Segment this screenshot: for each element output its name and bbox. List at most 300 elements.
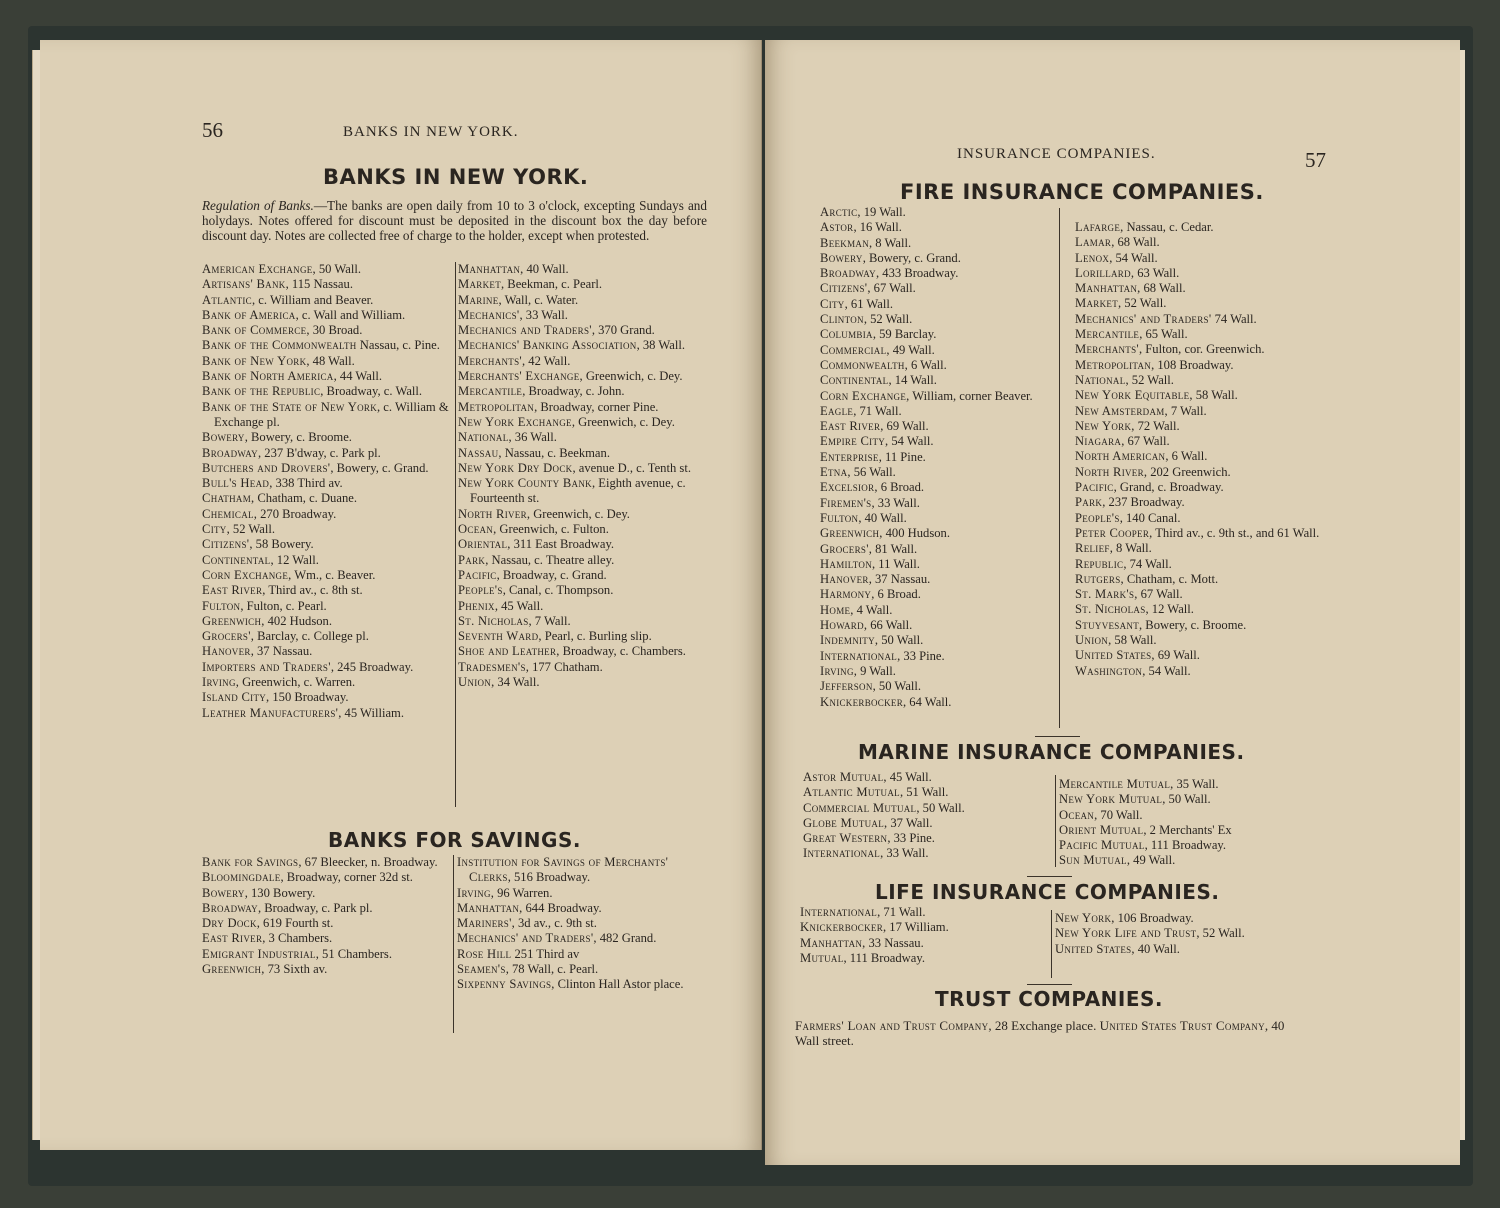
entry-address: , 3d av., c. 9th st. bbox=[511, 916, 597, 931]
entry-address: , Broadway, c. John. bbox=[522, 384, 625, 399]
entry-address: , 70 Wall. bbox=[1094, 807, 1143, 822]
entry-address: , 50 Wall. bbox=[872, 679, 922, 694]
entry-name: Broadway bbox=[820, 266, 876, 281]
list-entry bbox=[1075, 235, 1325, 250]
entry-name: Bowery bbox=[820, 250, 863, 265]
entry-address: , 59 Barclay. bbox=[872, 327, 937, 342]
entry-name: Chemical bbox=[202, 506, 254, 521]
entry-name: Seventh Ward bbox=[458, 629, 539, 644]
list-entry bbox=[457, 947, 705, 962]
entry-address: , 61 Wall. bbox=[844, 296, 894, 311]
entry-address: , Bowery, c. Grand. bbox=[330, 460, 429, 475]
entry-name: New York Dry Dock bbox=[458, 460, 573, 475]
marine-list-col2 bbox=[1059, 777, 1309, 869]
section-title-trust: TRUST COMPANIES. bbox=[935, 987, 1164, 1011]
entry-name: Bank of America bbox=[202, 307, 296, 322]
entry-name: Enterprise bbox=[820, 449, 879, 464]
list-entry bbox=[1075, 358, 1325, 373]
list-entry bbox=[820, 281, 1060, 296]
entry-name: Metropolitan bbox=[458, 399, 535, 414]
list-entry bbox=[458, 461, 706, 476]
list-entry bbox=[202, 384, 452, 399]
entry-name: Greenwich bbox=[202, 962, 262, 977]
list-entry bbox=[803, 846, 1053, 861]
list-entry bbox=[1059, 808, 1309, 823]
entry-address: , 44 Wall. bbox=[333, 369, 383, 384]
entry-name: People's bbox=[458, 583, 503, 598]
list-entry bbox=[1055, 942, 1310, 957]
list-entry bbox=[803, 770, 1053, 785]
entry-name: Nassau bbox=[458, 445, 499, 460]
entry-address: , 34 Wall. bbox=[491, 675, 540, 690]
list-entry bbox=[458, 614, 706, 629]
list-entry bbox=[1055, 926, 1310, 941]
list-entry bbox=[1075, 664, 1325, 679]
page-number: 56 bbox=[202, 118, 223, 142]
column-divider bbox=[453, 855, 454, 1033]
entry-name: East River bbox=[202, 583, 263, 598]
entry-address: , 8 Wall. bbox=[869, 235, 912, 250]
list-entry bbox=[457, 977, 705, 992]
section-title-savings: BANKS FOR SAVINGS. bbox=[328, 828, 581, 852]
list-entry bbox=[820, 389, 1060, 404]
entry-address: , 19 Wall. bbox=[857, 205, 906, 219]
entry-address: , 81 Wall. bbox=[868, 541, 918, 556]
entry-name: Astor bbox=[820, 220, 854, 235]
entry-name: Lamar bbox=[1075, 235, 1112, 250]
list-entry bbox=[1075, 526, 1325, 541]
entry-address: , Nassau, c. Theatre alley. bbox=[485, 552, 615, 567]
entry-name: Manhattan bbox=[457, 900, 520, 915]
list-entry bbox=[820, 618, 1060, 633]
entry-name: Knickerbocker bbox=[820, 694, 903, 709]
entry-name: Mercantile Mutual bbox=[1059, 777, 1171, 791]
entry-address: , Bowery, c. Grand. bbox=[862, 250, 961, 265]
list-entry bbox=[820, 526, 1060, 541]
entry-name: Mechanics' and Traders' bbox=[1075, 311, 1212, 326]
running-head: BANKS IN NEW YORK. bbox=[343, 124, 519, 140]
list-entry bbox=[458, 476, 706, 507]
entry-address: , 3 Chambers. bbox=[262, 931, 333, 946]
entry-address: , 8 Wall. bbox=[1109, 541, 1152, 556]
list-entry bbox=[202, 931, 450, 946]
list-entry bbox=[820, 266, 1060, 281]
entry-name: North River bbox=[458, 506, 527, 521]
entry-name: Clinton bbox=[820, 312, 864, 327]
list-entry bbox=[1059, 823, 1309, 838]
entry-address: , 7 Wall. bbox=[528, 613, 571, 628]
entry-address: , 37 Wall. bbox=[884, 815, 933, 830]
list-entry bbox=[202, 855, 450, 870]
entry-name: International bbox=[803, 846, 881, 861]
entry-name: International bbox=[800, 905, 878, 919]
list-entry bbox=[1075, 327, 1325, 342]
entry-name: Pacific bbox=[458, 567, 497, 582]
entry-address: , Bowery, c. Broome. bbox=[244, 430, 352, 445]
list-entry bbox=[202, 507, 452, 522]
list-entry bbox=[202, 916, 450, 931]
entry-address: , Bowery, c. Broome. bbox=[1139, 617, 1247, 632]
list-entry bbox=[458, 660, 706, 675]
list-entry bbox=[820, 404, 1060, 419]
entry-name: New York Life and Trust bbox=[1055, 926, 1197, 941]
list-entry bbox=[803, 785, 1053, 800]
entry-name: New York bbox=[1075, 418, 1132, 433]
entry-name: People's bbox=[1075, 510, 1120, 525]
entry-address: , 63 Wall. bbox=[1130, 265, 1180, 280]
entry-name: Hanover bbox=[820, 572, 869, 587]
entry-name: St. Nicholas bbox=[458, 613, 529, 628]
entry-address: , 50 Wall. bbox=[916, 800, 965, 815]
entry-name: Dry Dock bbox=[202, 916, 257, 931]
marine-list-col1 bbox=[803, 770, 1053, 862]
list-entry bbox=[458, 446, 706, 461]
entry-name: Bank of New York bbox=[202, 353, 307, 368]
entry-name: International bbox=[820, 648, 898, 663]
entry-name: Pacific Mutual bbox=[1059, 838, 1145, 853]
list-entry bbox=[458, 599, 706, 614]
entry-address: , 2 Merchants' Ex bbox=[1143, 822, 1232, 837]
list-entry bbox=[1075, 373, 1325, 388]
entry-address: , 56 Wall. bbox=[847, 465, 896, 480]
list-entry bbox=[202, 660, 452, 675]
entry-name: Bloomingdale bbox=[202, 870, 281, 885]
entry-address: , avenue D., c. Tenth st. bbox=[572, 460, 691, 475]
entry-address: , 33 Wall. bbox=[519, 307, 568, 322]
list-entry bbox=[458, 568, 706, 583]
entry-address: , 40 Wall. bbox=[858, 510, 907, 525]
entry-address: Nassau, c. Pine. bbox=[356, 338, 440, 353]
running-head: INSURANCE COMPANIES. bbox=[957, 146, 1156, 162]
list-entry bbox=[803, 831, 1053, 846]
list-entry bbox=[820, 327, 1060, 342]
entry-name: Columbia bbox=[820, 327, 873, 342]
entry-name: Manhattan bbox=[1075, 281, 1138, 296]
list-entry bbox=[458, 262, 706, 277]
list-entry bbox=[820, 343, 1060, 358]
entry-name: Irving bbox=[820, 663, 854, 678]
entry-address: , 78 Wall, c. Pearl. bbox=[505, 962, 599, 977]
entry-name: Indemnity bbox=[820, 633, 875, 648]
list-entry bbox=[800, 905, 1050, 920]
entry-address: , 400 Hudson. bbox=[879, 526, 950, 541]
entry-name: Grocers' bbox=[820, 541, 869, 556]
entry-name: City bbox=[202, 522, 227, 537]
entry-address: , Greenwich, c. Dey. bbox=[526, 506, 630, 521]
entry-name: Ocean bbox=[458, 522, 494, 537]
entry-name: Corn Exchange bbox=[202, 567, 289, 582]
list-entry bbox=[820, 496, 1060, 511]
list-entry bbox=[800, 936, 1050, 951]
entry-address: , 58 Wall. bbox=[1189, 388, 1238, 403]
entry-address: , 130 Bowery. bbox=[244, 885, 316, 900]
list-entry bbox=[202, 323, 452, 338]
entry-address: , 54 Wall. bbox=[885, 434, 934, 449]
list-entry bbox=[458, 430, 706, 445]
entry-name: Ocean bbox=[1059, 807, 1095, 822]
entry-name: Harmony bbox=[820, 587, 872, 602]
column-divider bbox=[455, 262, 456, 807]
entry-name: Greenwich bbox=[820, 526, 880, 541]
entry-address: , 12 Wall. bbox=[1145, 602, 1194, 617]
list-entry bbox=[1059, 777, 1309, 792]
entry-address: , 71 Wall. bbox=[853, 403, 902, 418]
entry-name: Greenwich bbox=[202, 613, 262, 628]
entry-name: Bank of the Commonwealth bbox=[202, 338, 357, 353]
list-entry bbox=[457, 962, 705, 977]
list-entry bbox=[202, 690, 452, 705]
entry-name: Commercial bbox=[820, 342, 887, 357]
entry-name: Howard bbox=[820, 618, 864, 633]
entry-name: Eagle bbox=[820, 403, 854, 418]
list-entry bbox=[457, 886, 705, 901]
entry-address: 74 Wall. bbox=[1211, 311, 1257, 326]
entry-name: Continental bbox=[202, 552, 271, 567]
entry-address: , Broadway, c. Grand. bbox=[496, 567, 607, 582]
list-entry bbox=[202, 293, 452, 308]
list-entry bbox=[1075, 572, 1325, 587]
entry-name: Commonwealth bbox=[820, 357, 905, 372]
entry-name: Broadway bbox=[202, 445, 258, 460]
entry-name: Great Western bbox=[803, 831, 888, 846]
entry-name: Island City bbox=[202, 690, 267, 705]
savings-list-col1 bbox=[202, 855, 450, 977]
entry-address: , 50 Wall. bbox=[1162, 792, 1211, 807]
list-entry bbox=[458, 644, 706, 659]
entry-name: Rutgers bbox=[1075, 571, 1121, 586]
entry-address: , 6 Wall. bbox=[1165, 449, 1208, 464]
entry-name: Shoe and Leather bbox=[458, 644, 557, 659]
list-entry bbox=[458, 338, 706, 353]
entry-address: , 67 Bleecker, n. Broadway. bbox=[298, 855, 438, 869]
entry-name: Continental bbox=[820, 373, 889, 388]
entry-name: Broadway bbox=[202, 900, 258, 915]
list-entry bbox=[458, 384, 706, 399]
entry-address: , Third av., c. 9th st., and 61 Wall. bbox=[1149, 525, 1320, 540]
entry-address: , 66 Wall. bbox=[863, 618, 913, 633]
entry-address: , 33 Nassau. bbox=[862, 935, 924, 950]
entry-name: Corn Exchange bbox=[820, 388, 907, 403]
entry-address: , 433 Broadway. bbox=[875, 266, 959, 281]
trust-company-address: , 40 Wall street. bbox=[795, 1018, 1285, 1048]
list-entry bbox=[202, 338, 452, 353]
entry-address: , 36 Wall. bbox=[508, 430, 557, 445]
entry-name: Citizens' bbox=[202, 537, 250, 552]
entry-name: Bank of Commerce bbox=[202, 323, 307, 338]
list-entry bbox=[820, 373, 1060, 388]
entry-name: Market bbox=[1075, 296, 1118, 311]
entry-name: Orient Mutual bbox=[1059, 822, 1144, 837]
list-entry bbox=[202, 962, 450, 977]
entry-address: , 37 Nassau. bbox=[868, 572, 931, 587]
list-entry bbox=[820, 205, 1060, 220]
entry-name: Mechanics' Banking Association bbox=[458, 338, 637, 353]
entry-name: Bank of the State of New York bbox=[202, 399, 377, 414]
entry-address: , Third av., c. 8th st. bbox=[262, 583, 363, 598]
entry-address: , 58 Bowery. bbox=[249, 537, 314, 552]
entry-name: Artisans' Bank bbox=[202, 277, 286, 292]
list-entry bbox=[202, 476, 452, 491]
entry-name: Empire City bbox=[820, 434, 886, 449]
list-entry bbox=[202, 614, 452, 629]
entry-name: Stuyvesant bbox=[1075, 617, 1139, 632]
list-entry bbox=[820, 572, 1060, 587]
list-entry bbox=[202, 400, 452, 431]
entry-name: Atlantic Mutual bbox=[803, 785, 900, 800]
list-entry bbox=[458, 522, 706, 537]
list-entry bbox=[1075, 557, 1325, 572]
entry-address: , Wm., c. Beaver. bbox=[288, 567, 376, 582]
list-entry bbox=[202, 947, 450, 962]
entry-name: Hanover bbox=[202, 644, 251, 659]
entry-name: Metropolitan bbox=[1075, 357, 1152, 372]
list-entry bbox=[1059, 853, 1309, 868]
entry-address: , 68 Wall. bbox=[1137, 281, 1186, 296]
section-rule bbox=[1035, 736, 1080, 737]
entry-name: Oriental bbox=[458, 537, 508, 552]
list-entry bbox=[1075, 220, 1325, 235]
entry-address: , Wall, c. Water. bbox=[498, 292, 579, 307]
entry-address: , c. Wall and William. bbox=[295, 307, 406, 322]
list-entry bbox=[202, 583, 452, 598]
list-entry bbox=[457, 855, 705, 886]
entry-name: Pacific bbox=[1075, 480, 1114, 495]
list-entry bbox=[820, 450, 1060, 465]
fire-list-col2 bbox=[1075, 220, 1325, 679]
list-entry bbox=[458, 415, 706, 430]
entry-name: Seamen's bbox=[457, 962, 506, 977]
entry-name: Importers and Traders' bbox=[202, 659, 331, 674]
entry-address: , 33 Pine. bbox=[897, 648, 945, 663]
list-entry bbox=[458, 293, 706, 308]
entry-name: New York Mutual bbox=[1059, 792, 1163, 807]
entry-address: , 67 Wall. bbox=[1134, 587, 1183, 602]
entry-name: New York bbox=[1055, 911, 1112, 925]
entry-address: , 370 Grand. bbox=[591, 323, 655, 338]
list-entry bbox=[1075, 618, 1325, 633]
entry-name: Firemen's bbox=[820, 495, 872, 510]
column-divider bbox=[1051, 910, 1052, 978]
list-entry bbox=[202, 706, 452, 721]
entry-address: , 9 Wall. bbox=[853, 663, 896, 678]
entry-name: City bbox=[820, 296, 845, 311]
list-entry bbox=[1055, 911, 1310, 926]
list-entry bbox=[202, 568, 452, 583]
list-entry bbox=[1075, 404, 1325, 419]
entry-name: North American bbox=[1075, 449, 1166, 464]
entry-name: Bull's Head bbox=[202, 476, 270, 491]
list-entry bbox=[820, 236, 1060, 251]
entry-name: East River bbox=[820, 419, 881, 434]
entry-address: , 106 Broadway. bbox=[1111, 911, 1194, 925]
entry-name: National bbox=[458, 430, 509, 445]
section-rule bbox=[1027, 876, 1072, 877]
section-title-life: LIFE INSURANCE COMPANIES. bbox=[875, 880, 1220, 904]
entry-name: Jefferson bbox=[820, 679, 873, 694]
list-entry bbox=[458, 400, 706, 415]
list-entry bbox=[1075, 648, 1325, 663]
column-divider bbox=[1055, 775, 1056, 867]
list-entry bbox=[820, 633, 1060, 648]
entry-address: , 14 Wall. bbox=[888, 373, 937, 388]
entry-address: , 202 Greenwich. bbox=[1143, 464, 1231, 479]
entry-name: St. Mark's bbox=[1075, 587, 1135, 602]
entry-name: Globe Mutual bbox=[803, 815, 885, 830]
fire-list-col1 bbox=[820, 205, 1060, 710]
regulation-lead: Regulation of Banks. bbox=[202, 198, 314, 213]
list-entry bbox=[202, 491, 452, 506]
list-entry bbox=[1075, 388, 1325, 403]
life-list-col1 bbox=[800, 905, 1050, 966]
entry-address: , 30 Broad. bbox=[306, 323, 363, 338]
entry-address: , Fulton, cor. Greenwich. bbox=[1138, 342, 1265, 357]
entry-address: , 40 Wall. bbox=[1131, 941, 1180, 956]
list-entry bbox=[202, 644, 452, 659]
entry-address: , 71 Wall. bbox=[877, 905, 926, 919]
entry-name: Bank of the Republic bbox=[202, 384, 321, 399]
entry-address: , 49 Wall. bbox=[886, 342, 935, 357]
entry-name: New York Equitable bbox=[1075, 388, 1190, 403]
list-entry bbox=[1075, 296, 1325, 311]
entry-address: , 7 Wall. bbox=[1164, 403, 1207, 418]
entry-name: Home bbox=[820, 602, 851, 617]
entry-address: , Greenwich, c. Dey. bbox=[571, 414, 675, 429]
entry-address: , 38 Wall. bbox=[636, 338, 686, 353]
entry-name: Mechanics and Traders' bbox=[458, 323, 592, 338]
trust-company-name: United States Trust Company bbox=[1099, 1018, 1265, 1033]
entry-address: , 6 Broad. bbox=[871, 587, 921, 602]
list-entry bbox=[202, 553, 452, 568]
list-entry bbox=[1075, 419, 1325, 434]
entry-name: Merchants' bbox=[1075, 342, 1139, 357]
list-entry bbox=[820, 251, 1060, 266]
entry-address: , 482 Grand. bbox=[593, 931, 657, 946]
entry-name: Rose Hill bbox=[457, 946, 512, 961]
column-divider bbox=[1059, 208, 1060, 728]
banks-list-col1 bbox=[202, 262, 452, 721]
entry-address: , Greenwich, c. Fulton. bbox=[493, 522, 609, 537]
entry-address: , 237 Broadway. bbox=[1102, 495, 1185, 510]
entry-address: , 17 William. bbox=[883, 920, 949, 935]
entry-address: , 177 Chatham. bbox=[525, 659, 603, 674]
entry-name: Hamilton bbox=[820, 556, 872, 571]
entry-name: Lorillard bbox=[1075, 265, 1131, 280]
entry-address: , 51 Chambers. bbox=[315, 946, 392, 961]
list-entry bbox=[820, 664, 1060, 679]
entry-name: Chatham bbox=[202, 491, 252, 506]
entry-address: , c. William and Beaver. bbox=[252, 292, 374, 307]
entry-address: , Greenwich, c. Dey. bbox=[579, 369, 683, 384]
list-entry bbox=[202, 308, 452, 323]
life-list-col2 bbox=[1055, 911, 1310, 957]
entry-name: Etna bbox=[820, 465, 848, 480]
entry-name: Leather Manufacturers' bbox=[202, 705, 339, 720]
entry-address: , 52 Wall. bbox=[226, 522, 276, 537]
list-entry bbox=[202, 629, 452, 644]
list-entry bbox=[1059, 838, 1309, 853]
list-entry bbox=[1075, 541, 1325, 556]
entry-address: , 402 Hudson. bbox=[261, 613, 332, 628]
entry-name: Irving bbox=[457, 885, 491, 900]
entry-name: New York County Bank bbox=[458, 476, 592, 491]
list-entry bbox=[458, 553, 706, 568]
entry-address: , 67 Wall. bbox=[867, 281, 916, 296]
entry-address: , 115 Nassau. bbox=[285, 277, 353, 292]
entry-address: , 11 Wall. bbox=[872, 556, 920, 571]
entry-name: Merchants' bbox=[458, 353, 522, 368]
list-entry bbox=[1075, 312, 1325, 327]
entry-name: Union bbox=[1075, 633, 1109, 648]
